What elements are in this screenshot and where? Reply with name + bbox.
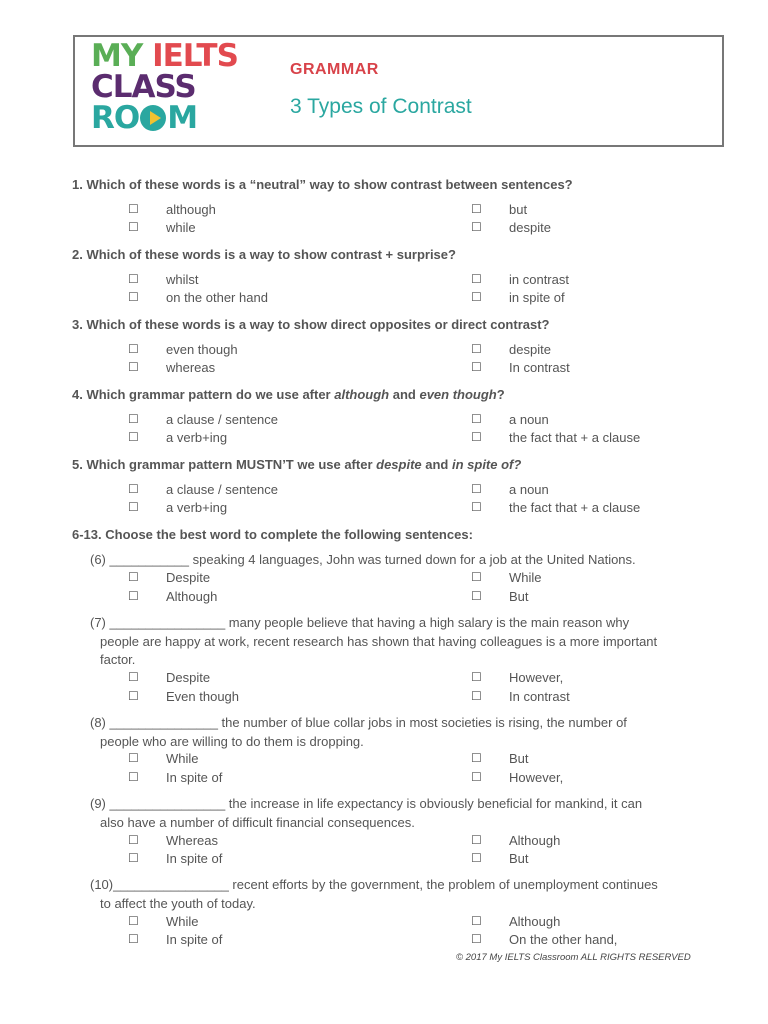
checkbox-icon[interactable]: ☐ <box>471 833 482 847</box>
question-5-text: 5. Which grammar pattern MUSTN’T we use after <box>72 457 377 472</box>
sentence-line: people who are willing to do them is dropping. <box>100 733 364 749</box>
option: but <box>509 202 528 217</box>
checkbox-icon[interactable]: ☐ <box>471 689 482 703</box>
option: Despite <box>166 670 211 685</box>
option: while <box>166 220 196 235</box>
checkbox-icon[interactable]: ☐ <box>128 751 139 765</box>
checkbox-icon[interactable]: ☐ <box>128 500 139 514</box>
checkbox-icon[interactable]: ☐ <box>128 932 139 946</box>
option: in spite of <box>509 290 565 305</box>
option: In spite of <box>166 851 223 866</box>
checkbox-icon[interactable]: ☐ <box>471 482 482 496</box>
option: although <box>166 202 216 217</box>
option: a clause / sentence <box>166 412 279 427</box>
option: But <box>509 589 529 604</box>
option: a verb+ing <box>166 430 228 445</box>
checkbox-icon[interactable]: ☐ <box>128 570 139 584</box>
play-icon <box>140 105 166 131</box>
checkbox-icon[interactable]: ☐ <box>471 570 482 584</box>
checkbox-icon[interactable]: ☐ <box>471 290 482 304</box>
option: a noun <box>509 482 549 497</box>
option: In contrast <box>509 689 570 704</box>
question-4-text: 4. Which grammar pattern do we use after <box>72 387 335 402</box>
option: While <box>509 570 542 585</box>
option: On the other hand, <box>509 932 618 947</box>
checkbox-icon[interactable]: ☐ <box>128 833 139 847</box>
sentence-9 <box>90 795 720 832</box>
checkbox-icon[interactable]: ☐ <box>471 770 482 784</box>
copyright-footer: © 2017 My IELTS Classroom ALL RIGHTS RESERVED <box>456 952 691 963</box>
checkbox-icon[interactable]: ☐ <box>471 430 482 444</box>
question-4-term: even though <box>419 387 497 402</box>
checkbox-icon[interactable]: ☐ <box>128 412 139 426</box>
question-3: 3. Which of these words is a way to show direct opposites or direct contrast? <box>72 317 550 332</box>
option: Whereas <box>166 833 219 848</box>
sentence-line: (10)________________ recent efforts by the government, the problem of unemployment continues <box>90 877 658 892</box>
option: on the other hand <box>166 290 268 305</box>
logo <box>91 38 238 136</box>
checkbox-icon[interactable]: ☐ <box>128 589 139 603</box>
option: But <box>509 751 529 766</box>
question-5-text: and <box>421 457 452 472</box>
checkbox-icon[interactable]: ☐ <box>471 751 482 765</box>
option: the fact that + a clause <box>509 430 641 445</box>
option: Although <box>509 914 561 929</box>
checkbox-icon[interactable]: ☐ <box>471 851 482 865</box>
sentence-line: (8) _______________ the number of blue collar jobs in most societies is rising, the number of <box>90 715 627 730</box>
checkbox-icon[interactable]: ☐ <box>471 670 482 684</box>
checkbox-icon[interactable]: ☐ <box>128 914 139 928</box>
sentence-6 <box>90 551 720 570</box>
checkbox-icon[interactable]: ☐ <box>128 851 139 865</box>
checkbox-icon[interactable]: ☐ <box>128 342 139 356</box>
option: whereas <box>166 360 216 375</box>
option: However, <box>509 770 564 785</box>
logo-ielts: IELTS <box>152 38 238 74</box>
checkbox-icon[interactable]: ☐ <box>128 272 139 286</box>
checkbox-icon[interactable]: ☐ <box>128 482 139 496</box>
option: But <box>509 851 529 866</box>
sentence-line: also have a number of difficult financial consequences. <box>100 814 415 830</box>
question-4-text: and <box>389 387 420 402</box>
checkbox-icon[interactable]: ☐ <box>128 689 139 703</box>
option: a clause / sentence <box>166 482 279 497</box>
checkbox-icon[interactable]: ☐ <box>471 220 482 234</box>
logo-m: M <box>167 100 198 136</box>
option: Even though <box>166 689 240 704</box>
sentence-line: to affect the youth of today. <box>100 895 256 911</box>
question-5-term: in spite of? <box>451 457 522 472</box>
sentence-line: people are happy at work, recent research has shown that having colleagues is a more important <box>100 633 658 649</box>
checkbox-icon[interactable]: ☐ <box>471 500 482 514</box>
option: despite <box>509 342 551 357</box>
checkbox-icon[interactable]: ☐ <box>128 670 139 684</box>
option: in contrast <box>509 272 569 287</box>
option: Although <box>509 833 561 848</box>
option: a noun <box>509 412 549 427</box>
checkbox-icon[interactable]: ☐ <box>128 220 139 234</box>
checkbox-icon[interactable]: ☐ <box>471 272 482 286</box>
logo-class: CLASS <box>91 69 196 105</box>
header-subtitle: GRAMMAR <box>290 61 379 78</box>
option: However, <box>509 670 564 685</box>
checkbox-icon[interactable]: ☐ <box>128 430 139 444</box>
option: even though <box>166 342 238 357</box>
question-4-term: although <box>334 387 390 402</box>
option: despite <box>509 220 551 235</box>
option: While <box>166 751 199 766</box>
sentence-line: (9) ________________ the increase in life expectancy is obviously beneficial for mankind, it can <box>90 796 643 811</box>
checkbox-icon[interactable]: ☐ <box>471 932 482 946</box>
option: Although <box>166 589 218 604</box>
checkbox-icon[interactable]: ☐ <box>471 914 482 928</box>
question-2: 2. Which of these words is a way to show contrast + surprise? <box>72 247 456 262</box>
option: whilst <box>166 272 199 287</box>
sentence-10 <box>90 876 720 913</box>
checkbox-icon[interactable]: ☐ <box>471 342 482 356</box>
option: In contrast <box>509 360 570 375</box>
option: In spite of <box>166 932 223 947</box>
checkbox-icon[interactable]: ☐ <box>128 202 139 216</box>
sentence-line: factor. <box>100 652 136 667</box>
sentence-line: (7) ________________ many people believe that having a high salary is the main reason why <box>90 615 630 630</box>
checkbox-icon[interactable]: ☐ <box>128 290 139 304</box>
logo-my: MY <box>91 38 143 74</box>
checkbox-icon[interactable]: ☐ <box>471 360 482 374</box>
checkbox-icon[interactable]: ☐ <box>471 202 482 216</box>
sentence-8 <box>90 714 720 751</box>
option: a verb+ing <box>166 500 228 515</box>
checkbox-icon[interactable]: ☐ <box>128 770 139 784</box>
question-5-term: despite <box>376 457 422 472</box>
checkbox-icon[interactable]: ☐ <box>471 412 482 426</box>
question-4-text: ? <box>496 387 505 402</box>
logo-ro: RO <box>91 100 140 136</box>
option: the fact that + a clause <box>509 500 641 515</box>
header-box <box>73 35 724 147</box>
section-heading: 6-13. Choose the best word to complete the following sentences: <box>72 527 473 542</box>
option: Despite <box>166 570 211 585</box>
question-4 <box>72 387 505 402</box>
question-5 <box>72 457 521 472</box>
page-title: 3 Types of Contrast <box>290 95 472 118</box>
option: While <box>166 914 199 929</box>
checkbox-icon[interactable]: ☐ <box>128 360 139 374</box>
question-1: 1. Which of these words is a “neutral” way to show contrast between sentences? <box>72 177 573 192</box>
sentence-line: (6) ___________ speaking 4 languages, John was turned down for a job at the United Nations. <box>90 552 636 567</box>
sentence-7 <box>90 614 720 670</box>
checkbox-icon[interactable]: ☐ <box>471 589 482 603</box>
option: In spite of <box>166 770 223 785</box>
